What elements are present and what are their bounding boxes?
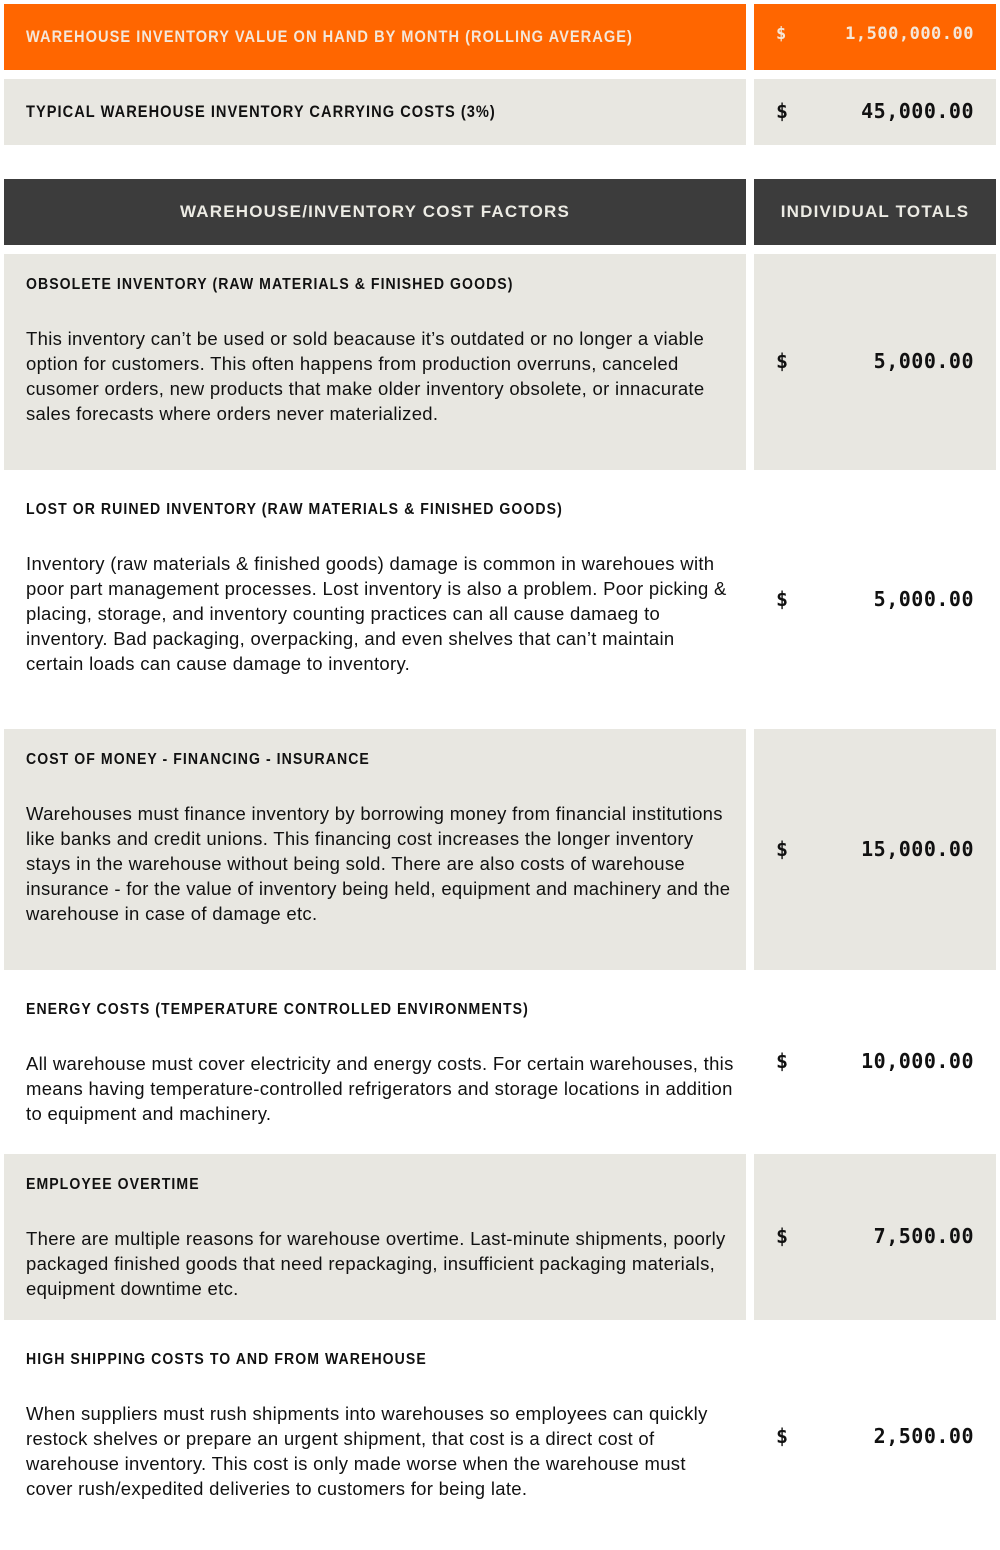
currency-symbol: $: [776, 1049, 789, 1073]
factor-amount: 7,500.00: [873, 1224, 974, 1248]
factor-description: There are multiple reasons for warehouse overtime. Last-minute shipments, poorly packaged finished goods that need repackaging, insufficient packaging materials, equipment downtime etc.: [26, 1228, 726, 1299]
total-cell: [754, 479, 996, 720]
factor-title: HIGH SHIPPING COSTS TO AND FROM WAREHOUSE: [26, 1351, 427, 1368]
currency-symbol: $: [776, 349, 789, 373]
total-cell: [754, 979, 996, 1145]
carrying-costs-amount: 45,000.00: [861, 99, 974, 123]
table-row: [4, 479, 996, 720]
factor-amount: 5,000.00: [873, 586, 974, 611]
individual-totals-header-cell: [754, 179, 996, 245]
inventory-value-amount: 1,500,000.00: [845, 24, 974, 44]
factor-amount: 15,000.00: [861, 836, 974, 861]
cost-factors-header: WAREHOUSE/INVENTORY COST FACTORS: [179, 202, 571, 221]
factor-description: Inventory (raw materials & finished goods) damage is common in warehoues with poor part management processes. Lost inventory is also a problem. Poor picking & placing, storage, and inventory counting practices can all cause damaeg to inventory. Bad packaging, overpacking, and even shelves that can’t maintain certain loads can cause damage to inventory.: [26, 553, 727, 674]
factor-title: ENERGY COSTS (TEMPERATURE CONTROLLED ENVIRONMENTS): [26, 1001, 529, 1018]
currency-symbol: $: [776, 1224, 789, 1248]
currency-symbol: $: [776, 586, 789, 611]
carrying-costs-amount-cell: [754, 79, 996, 145]
factor-amount: 5,000.00: [873, 349, 974, 373]
table-row: [4, 254, 996, 470]
table-row: [4, 1329, 996, 1545]
factor-title: COST OF MONEY - FINANCING - INSURANCE: [26, 751, 370, 768]
currency-symbol: $: [776, 1424, 789, 1448]
factor-cell: [4, 1154, 746, 1320]
factor-cell: [4, 479, 746, 720]
currency-symbol: $: [776, 24, 787, 44]
carrying-costs-row: [4, 79, 996, 145]
table-row: [4, 729, 996, 970]
factor-amount: 10,000.00: [861, 1049, 974, 1073]
factor-title: OBSOLETE INVENTORY (RAW MATERIALS & FINISHED GOODS): [26, 276, 514, 293]
inventory-value-label-cell: [4, 4, 746, 70]
factor-title: LOST OR RUINED INVENTORY (RAW MATERIALS & FINISHED GOODS): [26, 501, 563, 518]
total-cell: [754, 729, 996, 970]
factor-description: All warehouse must cover electricity and energy costs. For certain warehouses, this means having temperature-controlled refrigerators and storage locations in addition to equipment and machinery.: [26, 1053, 734, 1124]
factor-cell: [4, 729, 746, 970]
carrying-costs-label: TYPICAL WAREHOUSE INVENTORY CARRYING COSTS (3%): [26, 102, 496, 121]
factor-cell: [4, 1329, 746, 1545]
factor-description: This inventory can’t be used or sold beacause it’s outdated or no longer a viable option for customers. This often happens from production overruns, canceled cusomer orders, new products that make older inventory obsolete, or innacurate sales forecasts where orders never materialized.: [26, 328, 705, 424]
currency-symbol: $: [776, 836, 789, 861]
total-cell: [754, 1329, 996, 1545]
total-cell: [754, 254, 996, 470]
factor-description: When suppliers must rush shipments into warehouses so employees can quickly restock shelves or prepare an urgent shipment, that cost is a direct cost of warehouse inventory. This cost is only made worse when the warehouse must cover rush/expedited deliveries to customers for being late.: [26, 1403, 708, 1499]
factor-amount: 2,500.00: [873, 1424, 974, 1448]
table-header-row: [4, 179, 996, 245]
table-row: [4, 1154, 996, 1320]
cost-factors-header-cell: [4, 179, 746, 245]
inventory-value-row: [4, 4, 996, 70]
individual-totals-header: INDIVIDUAL TOTALS: [780, 202, 970, 221]
factor-cell: [4, 254, 746, 470]
factor-cell: [4, 979, 746, 1145]
inventory-value-label: WAREHOUSE INVENTORY VALUE ON HAND BY MONTH (ROLLING AVERAGE): [26, 27, 633, 46]
inventory-value-amount-cell: [754, 4, 996, 70]
factor-description: Warehouses must finance inventory by borrowing money from financial institutions like banks and credit unions. This financing cost increases the longer inventory stays in the warehouse without being sold. There are also costs of warehouse insurance - for the value of inventory being held, equipment and machinery and the warehouse in case of damage etc.: [26, 803, 731, 924]
factor-title: EMPLOYEE OVERTIME: [26, 1176, 200, 1193]
total-cell: [754, 1154, 996, 1320]
currency-symbol: $: [776, 99, 789, 123]
table-row: [4, 979, 996, 1145]
carrying-costs-label-cell: [4, 79, 746, 145]
